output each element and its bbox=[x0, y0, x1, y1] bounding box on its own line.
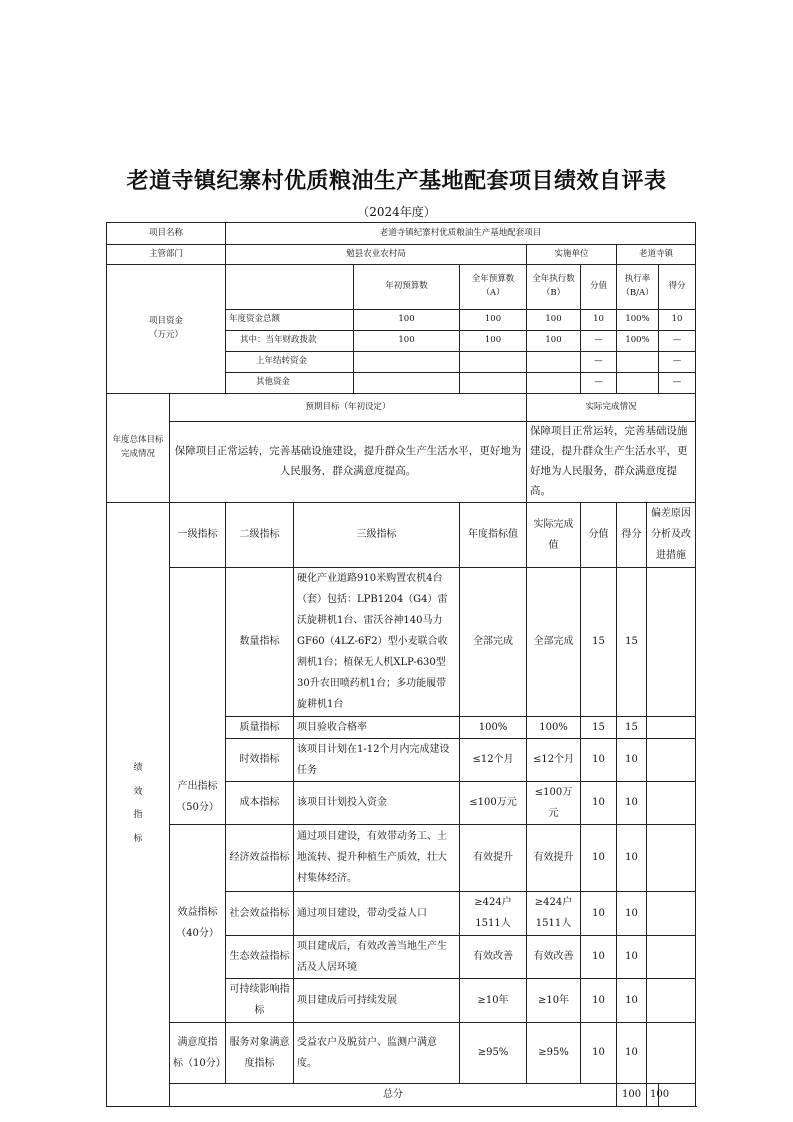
table-row bbox=[107, 1083, 696, 1106]
indicator-score: 10 bbox=[617, 978, 647, 1022]
indicator-header: 二级指标 bbox=[226, 502, 294, 567]
funds-budget: 100 bbox=[460, 331, 527, 352]
funds-rate: 100% bbox=[617, 331, 659, 352]
indicator-actual: ≥10年 bbox=[527, 978, 581, 1022]
indicator-actual: ≥95% bbox=[527, 1022, 581, 1083]
funds-score_value: — bbox=[581, 352, 617, 373]
funds-executed: 100 bbox=[527, 331, 581, 352]
indicator-group: 效益指标（40分） bbox=[170, 824, 226, 1022]
indicator-target: 有效改善 bbox=[460, 935, 527, 978]
indicator-actual: 全部完成 bbox=[527, 567, 581, 716]
funds-row-name: 其他资金 bbox=[226, 373, 354, 394]
indicator-target: 全部完成 bbox=[460, 567, 527, 716]
indicator-value: 10 bbox=[581, 781, 617, 824]
table-row bbox=[107, 567, 696, 716]
goals-actual-text: 保障项目正常运转，完善基础设施建设，提升群众生产生活水平，更好地为人民服务，群众满意度提高。 bbox=[527, 422, 696, 503]
indicator-actual: ≥424户1511人 bbox=[527, 891, 581, 935]
indicator-deviation bbox=[647, 978, 696, 1022]
funds-rate bbox=[617, 352, 659, 373]
funds-header: 分值 bbox=[581, 265, 617, 310]
indicator-deviation bbox=[647, 738, 696, 781]
funds-row-name: 年度资金总额 bbox=[226, 310, 354, 331]
indicator-group: 产出指标（50分） bbox=[170, 567, 226, 824]
indicator-header: 得分 bbox=[617, 502, 647, 567]
funds-score_value: — bbox=[581, 373, 617, 394]
total-score: 100 bbox=[647, 1083, 659, 1106]
indicator-target: 有效提升 bbox=[460, 824, 527, 891]
indicator-actual: ≤100万元 bbox=[527, 781, 581, 824]
funds-budget bbox=[460, 352, 527, 373]
goals-expected-header: 预期目标（年初设定） bbox=[170, 394, 527, 422]
indicator-value: 10 bbox=[581, 1022, 617, 1083]
funds-rate: 100% bbox=[617, 310, 659, 331]
funds-score: 10 bbox=[659, 310, 696, 331]
funds-budget: 100 bbox=[460, 310, 527, 331]
dept-value: 勉县农业农村局 bbox=[226, 245, 527, 265]
indicator-level3: 通过项目建设，带动受益人口 bbox=[294, 891, 460, 935]
indicator-value: 10 bbox=[581, 935, 617, 978]
funds-executed: 100 bbox=[527, 310, 581, 331]
funds-initial bbox=[354, 373, 460, 394]
funds-score: — bbox=[659, 373, 696, 394]
funds-header: 得分 bbox=[659, 265, 696, 310]
indicator-level2: 数量指标 bbox=[226, 567, 294, 716]
evaluation-table bbox=[106, 222, 696, 1107]
indicator-level3: 项目建成后，有效改善当地生产生活及人居环境 bbox=[294, 935, 460, 978]
indicator-deviation bbox=[647, 567, 696, 716]
project-name-value: 老道寺镇纪寨村优质粮油生产基地配套项目 bbox=[226, 223, 696, 245]
indicator-target: 100% bbox=[460, 716, 527, 738]
funds-score_value: — bbox=[581, 331, 617, 352]
indicator-target: ≥424户1511人 bbox=[460, 891, 527, 935]
indicator-level2: 成本指标 bbox=[226, 781, 294, 824]
indicators-label-cell bbox=[107, 502, 170, 1106]
indicator-deviation bbox=[647, 935, 696, 978]
indicator-score: 10 bbox=[617, 891, 647, 935]
indicator-score: 15 bbox=[617, 567, 647, 716]
funds-label-text: 项目资金 bbox=[149, 316, 184, 327]
funds-initial: 100 bbox=[354, 310, 460, 331]
indicator-level3: 该项目计划投入资金 bbox=[294, 781, 460, 824]
funds-header: 全年预算数（A） bbox=[460, 265, 527, 310]
indicator-target: ≥10年 bbox=[460, 978, 527, 1022]
indicators-label: 绩效指标 bbox=[133, 763, 143, 844]
funds-unit: （万元） bbox=[149, 330, 184, 340]
impl-label: 实施单位 bbox=[527, 245, 617, 265]
goals-label: 年度总体目标完成情况 bbox=[107, 394, 170, 503]
indicator-header: 分值 bbox=[581, 502, 617, 567]
funds-executed bbox=[527, 373, 581, 394]
indicator-header: 一级指标 bbox=[170, 502, 226, 567]
impl-value: 老道寺镇 bbox=[617, 245, 696, 265]
indicator-level3: 硬化产业道路910米购置农机4台（套）包括：LPB1204（G4）雷沃旋耕机1台、雷沃谷神140马力GF60（4LZ-6F2）型小麦联合收割机1台；植保无人机XLP-630型30升农田喷药机1台；多功能履带旋耕机1台 bbox=[294, 567, 460, 716]
indicator-value: 10 bbox=[581, 978, 617, 1022]
funds-header: 执行率（B/A） bbox=[617, 265, 659, 310]
funds-header-blank bbox=[226, 265, 354, 310]
funds-row-name: 上年结转资金 bbox=[226, 352, 354, 373]
indicator-level2: 社会效益指标 bbox=[226, 891, 294, 935]
dept-label: 主管部门 bbox=[107, 245, 226, 265]
indicator-score: 10 bbox=[617, 935, 647, 978]
table-row bbox=[107, 824, 696, 891]
indicator-score: 15 bbox=[617, 716, 647, 738]
indicator-level2: 可持续影响指标 bbox=[226, 978, 294, 1022]
indicator-target: ≤12个月 bbox=[460, 738, 527, 781]
indicator-header: 实际完成值 bbox=[527, 502, 581, 567]
indicator-level3: 该项目计划在1-12个月内完成建设任务 bbox=[294, 738, 460, 781]
funds-header: 全年执行数（B） bbox=[527, 265, 581, 310]
indicator-value: 10 bbox=[581, 824, 617, 891]
indicator-level3: 通过项目建设，有效带动务工、土地流转、提升种植生产质效，壮大村集体经济。 bbox=[294, 824, 460, 891]
table-row bbox=[107, 422, 696, 503]
indicator-header: 偏差原因分析及改进措施 bbox=[647, 502, 696, 567]
indicator-actual: 100% bbox=[527, 716, 581, 738]
indicator-level2: 生态效益指标 bbox=[226, 935, 294, 978]
goals-expected-text: 保障项目正常运转，完善基础设施建设，提升群众生产生活水平，更好地为人民服务，群众满意度提高。 bbox=[170, 422, 527, 503]
indicator-level2: 时效指标 bbox=[226, 738, 294, 781]
indicator-actual: ≤12个月 bbox=[527, 738, 581, 781]
goals-actual-header: 实际完成情况 bbox=[527, 394, 696, 422]
funds-rate bbox=[617, 373, 659, 394]
indicator-header: 年度指标值 bbox=[460, 502, 527, 567]
total-label: 总分 bbox=[170, 1083, 617, 1106]
funds-row-name: 其中：当年财政拨款 bbox=[226, 331, 354, 352]
indicator-level3: 受益农户及脱贫户、监测户满意度。 bbox=[294, 1022, 460, 1083]
funds-budget bbox=[460, 373, 527, 394]
indicator-score: 10 bbox=[617, 738, 647, 781]
indicator-group: 满意度指标（10分） bbox=[170, 1022, 226, 1083]
funds-score: — bbox=[659, 352, 696, 373]
funds-label bbox=[107, 265, 226, 394]
funds-score: — bbox=[659, 331, 696, 352]
indicator-target: ≤100万元 bbox=[460, 781, 527, 824]
indicator-value: 15 bbox=[581, 567, 617, 716]
indicator-deviation bbox=[647, 824, 696, 891]
indicator-deviation bbox=[647, 716, 696, 738]
table-row bbox=[107, 1022, 696, 1083]
indicator-header: 三级指标 bbox=[294, 502, 460, 567]
indicator-target: ≥95% bbox=[460, 1022, 527, 1083]
table-row bbox=[107, 502, 696, 567]
indicator-level3: 项目验收合格率 bbox=[294, 716, 460, 738]
indicator-value: 15 bbox=[581, 716, 617, 738]
funds-executed bbox=[527, 352, 581, 373]
indicator-actual: 有效提升 bbox=[527, 824, 581, 891]
indicator-level2: 经济效益指标 bbox=[226, 824, 294, 891]
funds-header: 年初预算数 bbox=[354, 265, 460, 310]
table-row bbox=[107, 265, 696, 310]
document-subtitle: （2024年度） bbox=[357, 205, 436, 219]
total-value: 100 bbox=[617, 1083, 647, 1106]
funds-initial bbox=[354, 352, 460, 373]
indicator-level2: 质量指标 bbox=[226, 716, 294, 738]
indicator-actual: 有效改善 bbox=[527, 935, 581, 978]
table-row bbox=[107, 223, 696, 245]
indicator-level3: 项目建成后可持续发展 bbox=[294, 978, 460, 1022]
indicator-deviation bbox=[647, 781, 696, 824]
project-name-label: 项目名称 bbox=[107, 223, 226, 245]
indicator-level2: 服务对象满意度指标 bbox=[226, 1022, 294, 1083]
document-title: 老道寺镇纪寨村优质粮油生产基地配套项目绩效自评表 bbox=[126, 169, 667, 194]
indicator-value: 10 bbox=[581, 891, 617, 935]
funds-initial: 100 bbox=[354, 331, 460, 352]
indicator-value: 10 bbox=[581, 738, 617, 781]
indicator-deviation bbox=[647, 1022, 696, 1083]
indicator-score: 10 bbox=[617, 1022, 647, 1083]
indicator-score: 10 bbox=[617, 781, 647, 824]
table-row bbox=[107, 394, 696, 422]
indicator-deviation bbox=[647, 891, 696, 935]
table-row bbox=[107, 245, 696, 265]
indicator-score: 10 bbox=[617, 824, 647, 891]
funds-score_value: 10 bbox=[581, 310, 617, 331]
